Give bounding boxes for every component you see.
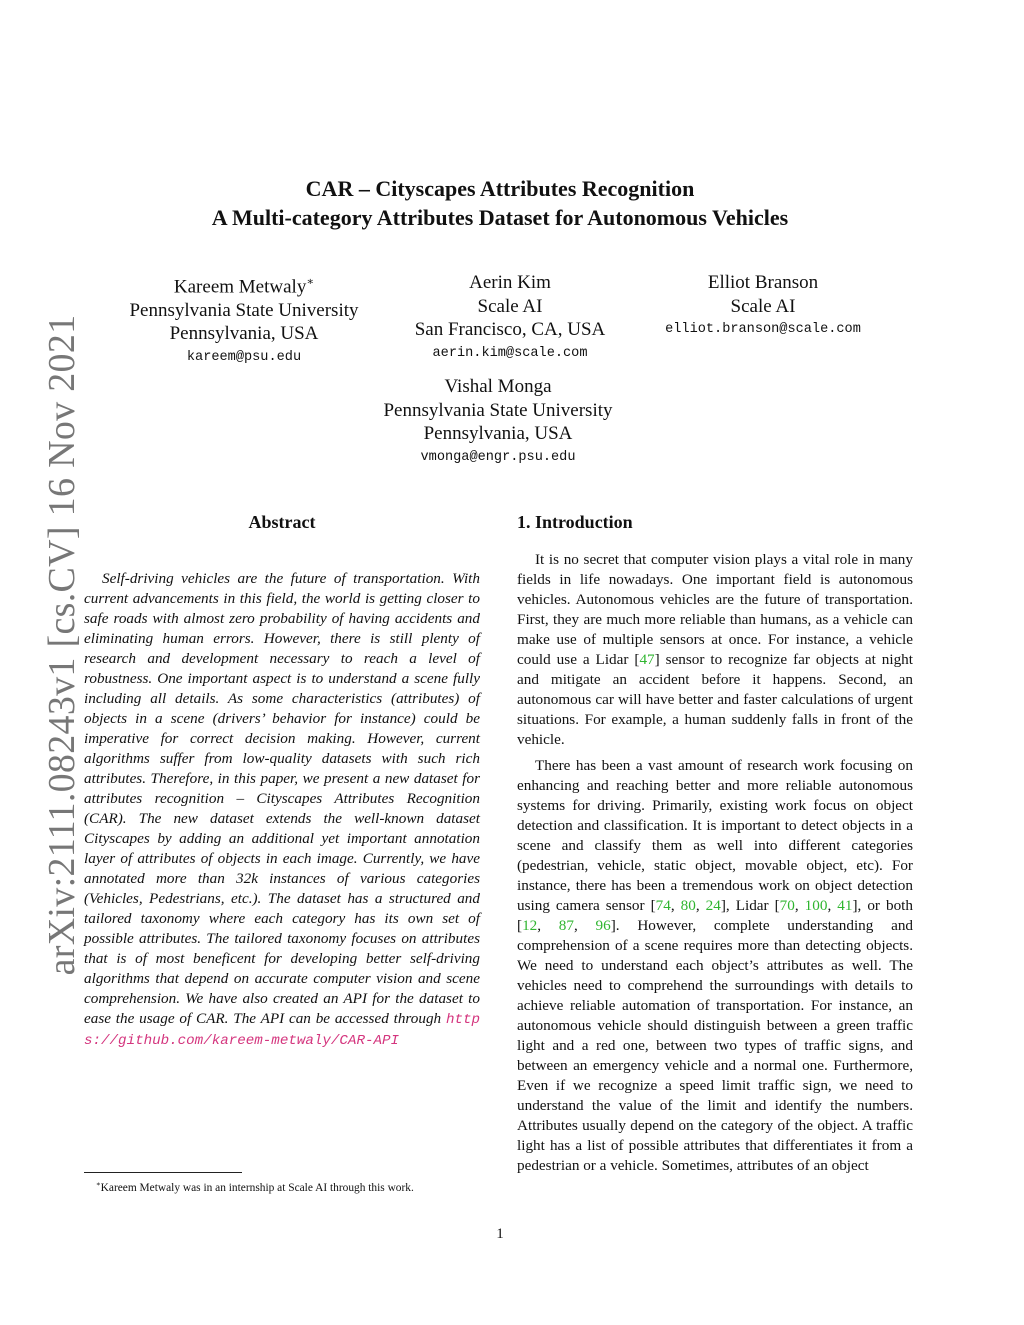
citation-link[interactable]: 87 (558, 917, 574, 934)
author-email[interactable]: kareem@psu.edu (186, 349, 302, 365)
author-name: Kareem Metwaly∗ (173, 276, 315, 298)
author-name: Aerin Kim (469, 272, 551, 293)
author-affiliation: Scale AI (730, 295, 796, 317)
footnote-divider (84, 1172, 242, 1173)
author-location: Pennsylvania, USA (423, 423, 573, 444)
author-email[interactable]: aerin.kim@scale.com (432, 345, 588, 361)
footnote-text: Kareem Metwaly was in an internship at Scale AI through this work. (100, 1181, 414, 1194)
abstract-text: Self-driving vehicles are the future of transportation. With current advancements in this field, the world is getting closer to safe roads with almost zero probability of having accidents and eliminating human errors. However, there is still plenty of research and development necessary to reach a level of robustness. One important aspect is to understand a scene fully including all details. As some characteristics (attributes) of objects in a scene (drivers’ behavior for instance) could be imperative for correct decision making. However, current algorithms suffer from low-quality datasets with such rich attributes. Therefore, in this paper, we present a new dataset for attributes recognition – Cityscapes Attributes Recognition (CAR). The new dataset extends the well-known dataset Cityscapes by adding an additional yet important annotation layer of attributes of objects in each image. Currently, we have annotated more than 32k instances of various categories (Vehicles, Pedestrians, etc.). The dataset has a structured and tailored taxonomy where each category has its own set of possible attributes. The tailored taxonomy focuses on attributes that is of most beneficent for developing better self-driving algorithms that depend on accurate computer vision and scene comprehension. We have also created an API for the dataset to ease the usage of CAR. The API can be accessed through (84, 570, 480, 1027)
author-affiliation: Scale AI (477, 295, 543, 317)
arxiv-stamp-text: arXiv:2111.08243v1 [cs.CV] 16 Nov 2021 (41, 314, 83, 976)
api-link[interactable]: https://github.com/kareem-metwaly/CAR-API (84, 1012, 481, 1049)
author-name: Elliot Branson (707, 272, 819, 293)
author-block-3 (613, 271, 913, 342)
author-location: San Francisco, CA, USA (414, 319, 606, 340)
abstract-heading: Abstract (248, 512, 316, 532)
citation-link[interactable]: 96 (595, 917, 611, 934)
introduction-heading: 1. Introduction (517, 512, 633, 532)
citation-link[interactable]: 47 (639, 651, 655, 668)
author-affiliation: Pennsylvania State University (129, 299, 359, 321)
citation-link[interactable]: 80 (680, 897, 696, 914)
citation-link[interactable]: 12 (522, 917, 538, 934)
citation-link[interactable]: 41 (837, 897, 853, 914)
author-block-4 (348, 375, 648, 470)
author-block-1 (94, 271, 394, 370)
citation-link[interactable]: 24 (705, 897, 721, 914)
intro-paragraph-2: There has been a vast amount of research work focusing on enhancing and reaching better and more reliable autonomous systems for driving. Primarily, existing work focus on object detection and classification. It is important to detect objects in a scene and classify them as well into different categories (pedestrian, vehicle, static object, movable object, etc). For instance, there has been a tremendous work on object detection using camera sensor [74, 80, 24], Lidar [70, 100, 41], or both [12, 87, 96]. However, complete understanding and comprehension of a scene requires more than detecting objects. We need to understand each object’s attributes as well. The vehicles need to comprehend the surroundings with details to achieve reliable automation of transportation. For instance, an autonomous vehicle should distinguish between a green traffic light and a red one, between two types of traffic signs, and between an emergency vehicle and a normal one. Furthermore, Even if we recognize a speed limit traffic sign, we need to understand the value of the limit and identify the numbers. Attributes usually depend on the category of the object. A traffic light has a list of possible attributes that differentiates it from a pedestrian or a vehicle. Sometimes, attributes of an object (517, 757, 914, 1174)
author-location: Pennsylvania, USA (169, 323, 319, 345)
page-number: 1 (496, 1226, 504, 1242)
abstract-body (84, 569, 480, 1051)
author-email[interactable]: elliot.branson@scale.com (665, 322, 861, 337)
citation-link[interactable]: 70 (779, 897, 795, 914)
author-name: Vishal Monga (444, 376, 552, 397)
author-affiliation: Pennsylvania State University (383, 399, 613, 421)
footnote (84, 1178, 484, 1195)
citation-link[interactable]: 100 (804, 897, 828, 914)
paper-title-line-2: A Multi-category Attributes Dataset for Autonomous Vehicles (211, 205, 789, 230)
paper-title-line-1: CAR – Cityscapes Attributes Recognition (305, 176, 695, 201)
introduction-body (517, 550, 913, 1182)
citation-link[interactable]: 74 (655, 897, 671, 914)
author-footnote-mark: ∗ (306, 276, 315, 288)
footnote-mark: ∗ (96, 1181, 101, 1188)
author-email[interactable]: vmonga@engr.psu.edu (420, 449, 576, 465)
intro-paragraph-1: It is no secret that computer vision plays a vital role in many fields in life nowadays. One important field is autonomous vehicles. Autonomous vehicles are the future of transportation. First, they are much more reliable than humans, as a vehicle can make use of multiple sensors at once. For instance, a vehicle could use a Lidar [47] sensor to recognize far objects at night and mitigate an accident before it happens. Second, an autonomous car will have better and faster calculations of urgent situations. For example, a human suddenly falls in front of the vehicle. (517, 551, 913, 748)
